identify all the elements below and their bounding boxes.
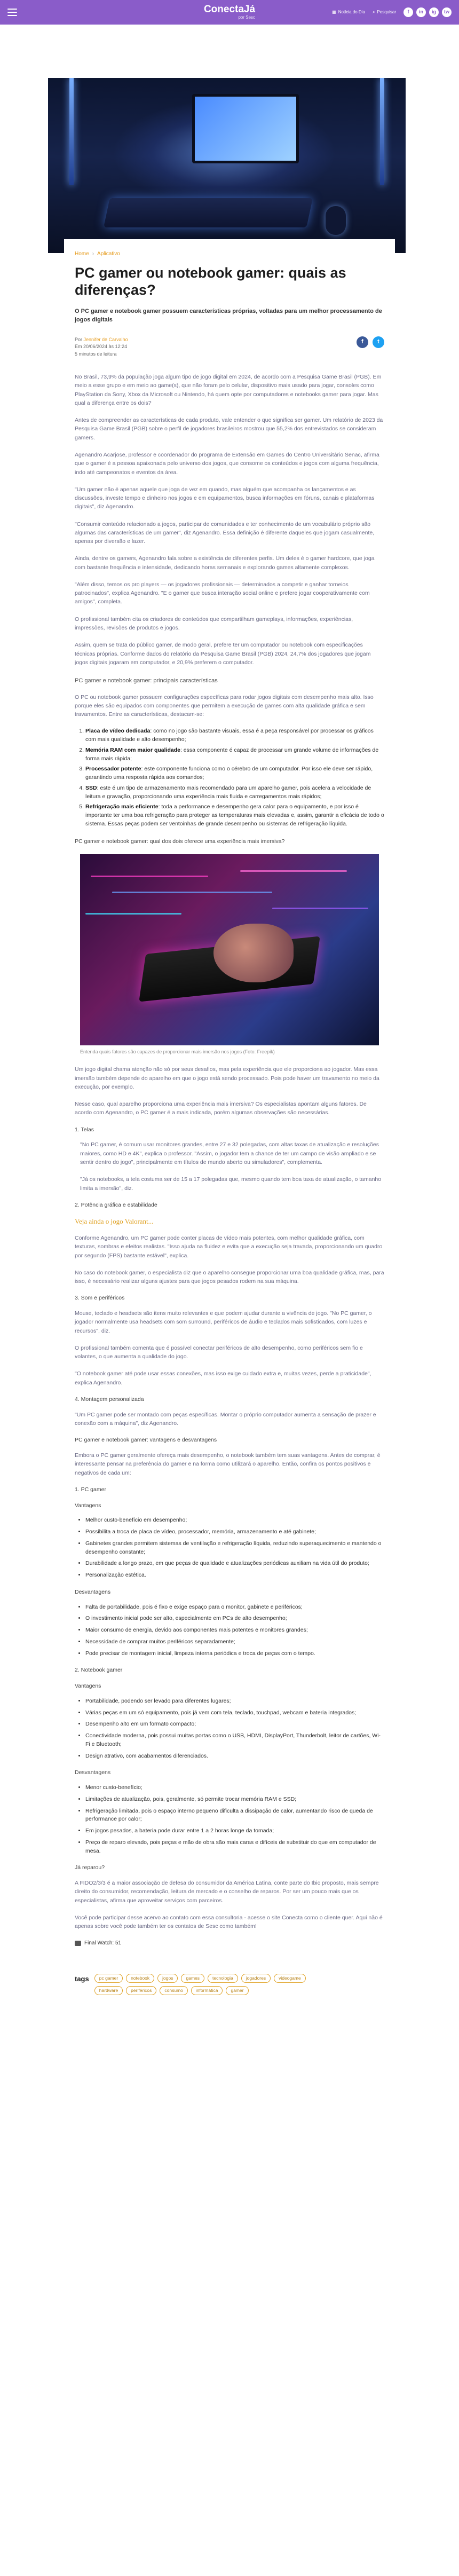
list-item: • Desempenho alto em um formato compacto; (85, 1720, 384, 1729)
media-credit: Final Watch: 51 (75, 1939, 384, 1947)
paragraph: Agenandro Acarjose, professor e coordenador do programa de Extensão em Games do Centro Universitário Senac, afirma que o gamer é a pessoa apaixonada pelo universo dos jogos, que consome os conteúdos e jogos com alguma frequência, indo até campeonatos e eventos da área. (75, 452, 379, 476)
paragraph: Conforme Agenandro, um PC gamer pode conter placas de vídeo mais potentes, com melhor qualidade gráfica, com texturas, sombras e efeitos realistas. "Isso ajuda na fluidez e evita que a execução seja travada, proporcionando um quadro por segundo (FPS) bastante estável", explica. (75, 1235, 383, 1259)
paragraph: No caso do notebook gamer, o especialista diz que o aparelho consegue proporcionar uma boa qualidade gráfica, mas, para isso, é necessário realizar alguns ajustes para que jogos pesados rodem na sua máquina. (75, 1269, 384, 1285)
tags-section (75, 1974, 384, 1995)
paragraph: "No PC gamer, é comum usar monitores grandes, entre 27 e 32 polegadas, com altas taxas de atualização e resoluções maiores, como HD e 4K", explica o professor. "Assim, o jogador tem a chance de ter um campo de visão ampliado e se sentir dentro do jogo", principalmente em títulos de mundo aberto ou simuladores", complementa. (80, 1141, 379, 1165)
paragraph: Você pode participar desse acervo ao contato com essa consultoria - acesse o site Conecta como o cliente quer. Aqui não é apenas sobre você pode também ter os contatos de Sesc como também! (75, 1914, 383, 1930)
tag-chip[interactable]: hardware (94, 1986, 123, 1995)
list-item: • Em jogos pesados, a bateria pode durar entre 1 a 2 horas longe da tomada; (85, 1827, 384, 1836)
numbered-heading: 2. Potência gráfica e estabilidade (75, 1201, 157, 1208)
paragraph: Ainda, dentre os gamers, Agenandro fala sobre a existência de diferentes perfis. Um deles é o gamer hardcore, que joga com bastante frequência e intensidade, dedicando horas semanais e explorando games altamente complexos. (75, 555, 375, 571)
paragraph: Embora o PC gamer geralmente ofereça mais desempenho, o notebook também tem suas vantagens. Antes de comprar, é interessante pensar na preferência do gamer e na forma como utilizará o aparelho. Então, confira os pontos positivos e negativos de cada um: (75, 1452, 381, 1476)
list-item: • Conectividade moderna, pois possui muitas portas como o USB, HDMI, DisplayPort, Thunderbolt, leitor de cartões, Wi-Fi e Bluetooth; (85, 1732, 384, 1749)
list-item: • Várias peças em um só equipamento, pois já vem com tela, teclado, touchpad, webcam e bateria integrados; (85, 1709, 384, 1718)
article-lead: O PC gamer e notebook gamer possuem características próprias, voltadas para um melhor processamento de jogos digitais (75, 308, 382, 323)
page-title: PC gamer ou notebook gamer: quais as diferenças? (75, 265, 346, 298)
nb-cons-list (85, 1784, 384, 1855)
tag-chip[interactable]: informática (191, 1986, 223, 1995)
section-heading: Já reparou? (75, 1864, 105, 1871)
nb-pros-list (85, 1697, 384, 1761)
numbered-heading: 3. Som e periféricos (75, 1295, 125, 1302)
paragraph: "Um PC gamer pode ser montado com peças específicas. Montar o próprio computador aumenta a sensação de prazer e conexão com a máquina", diz Agenandro. (75, 1411, 376, 1427)
paragraph: "Além disso, temos os pro players — os jogadores profissionais — determinados a competir e ganhar torneios patrocinados", explica Agenandro. "E o gamer que busca interação social online e prefere jogar cooperativamente com amigos", completa. (75, 581, 370, 605)
image-caption: Entenda quais fatores são capazes de proporcionar mais imersão nos jogos (Foto: Freepik) (80, 1049, 275, 1054)
paragraph: "Consumir conteúdo relacionado a jogos, participar de comunidades e ter conhecimento de um vocabulário próprio são algumas das características de um gamer", diz Agenandro. Essa definição é diferente daqueles que jogam casualmente, apenas por diversão e lazer. (75, 521, 375, 545)
list-item: • Falta de portabilidade, pois é fixo e exige espaço para o monitor, gabinete e periféricos; (85, 1603, 384, 1612)
paragraph: Antes de compreender as características de cada produto, vale entender o que significa ser gamer. Um relatório de 2023 da Pesquisa Game Brasil (PGB) sobre o perfil de jogadores brasileiros mostrou que 55,2% dos entrevistados se consideram gamers. (75, 417, 383, 441)
section-intro: PC gamer e notebook gamer: qual dos dois oferece uma experiência mais imersiva? (75, 838, 285, 845)
news-icon: ▦ (332, 10, 336, 14)
tag-chip[interactable]: games (181, 1974, 204, 1983)
list-item: 3. Processador potente: este componente funciona como o cérebro de um computador. Por isso ele deve ser rápido, garantindo uma resposta rápida aos comandos; (85, 765, 384, 782)
paragraph: O PC ou notebook gamer possuem configurações específicas para rodar jogos digitais com desempenho mais alto. Isso porque eles são equipados com componentes que permitem a execução de games com alta qualidade gráfica e sem travamentos. Entre as características, destacam-se: (75, 694, 374, 718)
cons-heading: Desvantagens (75, 1588, 111, 1595)
list-item: • Maior consumo de energia, devido aos componentes mais potentes e monitores grandes; (85, 1626, 384, 1635)
spec-list (85, 727, 384, 828)
list-item: • Melhor custo-benefício em desempenho; (85, 1516, 384, 1525)
publish-date: Em 20/06/2024 às 12:24 (75, 344, 128, 350)
tags-label: tags (75, 1975, 89, 1983)
article-body (64, 363, 395, 1995)
search-link[interactable]: ⌕ Pesquisar (372, 10, 396, 14)
paragraph: "Um gamer não é apenas aquele que joga de vez em quando, mas alguém que acompanha os lançamentos e as discussões, investe tempo e dinheiro nos jogos e em equipamentos, busca informações em fóruns, canais e plataformas digitais", diz Agenandro. (75, 486, 375, 510)
related-link[interactable]: Veja ainda o jogo Valorant... (75, 1217, 154, 1225)
twitter-icon[interactable]: tw (442, 7, 452, 17)
list-item: • Preço de reparo elevado, pois peças e mão de obra são mais caras e difíceis de substituir do que em computador de mesa. (85, 1839, 384, 1856)
share-twitter-icon[interactable]: t (373, 336, 384, 348)
paragraph: O profissional também cita os criadores de conteúdos que compartilham gameplays, informações, experiências, impressões, revisões de produtos e jogos. (75, 616, 353, 631)
list-item: 5. Refrigeração mais eficiente: toda a performance e desempenho gera calor para o equipamento, e por isso é importante ter uma boa refrigeração para proteger as temperaturas mais elevadas e, assim, garantir a eficácia de todo o sistema. Essas peças podem ser ventoinhas de grande desempenho ou sistemas de refrigeração líquida. (85, 803, 384, 828)
paragraph: Mouse, teclado e headsets são itens muito relevantes e que podem ajudar durante a vivência de jogo. "No PC gamer, o jogador normalmente usa headsets com som surround, periféricos de áudio e teclados mais sofisticados, com luzes e recursos", diz. (75, 1310, 372, 1334)
linkedin-icon[interactable]: in (416, 7, 426, 17)
tag-chip[interactable]: jogadores (241, 1974, 271, 1983)
list-item: • Gabinetes grandes permitem sistemas de ventilação e refrigeração líquida, reduzindo superaquecimento e mantendo o desempenho constante; (85, 1540, 384, 1557)
list-item: 4. SSD: este é um tipo de armazenamento mais recomendado para um aparelho gamer, pois acelera a velocidade de leitura e gravação, proporcionando uma experiência mais fluida e carregamentos mais rápidos; (85, 784, 384, 801)
article-header (64, 239, 395, 363)
share-facebook-icon[interactable]: f (357, 336, 368, 348)
list-item: • O investimento inicial pode ser alto, especialmente em PCs de alto desempenho; (85, 1614, 384, 1623)
paragraph: A FIDO2/3/3 é a maior associação de defesa do consumidor da América Latina, conte parte do Ibic proposto, mais sempre direito do consumidor, recomendação, leitura de mercado e o conselho de reparos. Por ser um pouco mais que os especialistas, afirma que aproveitar serviços com parceiros. (75, 1880, 379, 1904)
brand-sub: por Sesc (238, 14, 256, 20)
list-item: • Portabilidade, podendo ser levado para diferentes lugares; (85, 1697, 384, 1706)
list-item: 2. Memória RAM com maior qualidade: essa componente é capaz de processar um grande volume de informações de forma mais rápida; (85, 746, 384, 763)
paragraph: No Brasil, 73,9% da população joga algum tipo de jogo digital em 2024, de acordo com a Pesquisa Game Brasil (PGB). Em meio a esse grupo e em meio ao game(s), que não foram pelo celular, dispositivo mais usado para jogar, consoles como PlayStation da Sony, Xbox da Microsoft ou Nintendo, há quem opte por computadores e notebooks gamer para jogar. Mas qual a diferença entre os dois? (75, 374, 382, 406)
list-item: • Pode precisar de montagem inicial, limpeza interna periódica e troca de peças com o tempo. (85, 1650, 384, 1658)
list-item: • Possibilita a troca de placa de vídeo, processador, memória, armazenamento e até gabinete; (85, 1528, 384, 1537)
tag-chip[interactable]: tecnologia (208, 1974, 238, 1983)
list-item: • Design atrativo, com acabamentos diferenciados. (85, 1752, 384, 1761)
cons-heading: Desvantagens (75, 1769, 111, 1776)
list-item: 1. Placa de vídeo dedicada: como no jogo são bastante visuais, essa é a peça responsável por processar os gráficos com mais qualidade e alto desempenho; (85, 727, 384, 744)
list-item: • Refrigeração limitada, pois o espaço interno pequeno dificulta a dissipação de calor, aumentando risco de queda de performance por calor; (85, 1807, 384, 1824)
video-icon (75, 1941, 81, 1946)
author-link[interactable]: Jennifer de Carvalho (83, 336, 128, 342)
brand-logo[interactable] (204, 4, 255, 21)
numbered-heading: 2. Notebook gamer (75, 1667, 123, 1674)
breadcrumb: Home › Aplicativo (75, 251, 120, 257)
facebook-icon[interactable]: f (403, 7, 413, 17)
brand-name: ConectaJá (203, 3, 256, 15)
section-heading: PC gamer e notebook gamer: vantagens e desvantagens (75, 1437, 217, 1444)
read-time: 5 minutos de leitura (75, 351, 117, 357)
list-item: • Menor custo-benefício; (85, 1784, 384, 1792)
paragraph: Assim, quem se trata do público gamer, de modo geral, prefere ter um computador ou notebook com especificações técnicas próprias. Conforme dados do relatório da Pesquisa Game Brasil (PGB) 2024, 24,7% dos jogadores que jogam jogos digitais jogaram em computador, e 20,9% preferem o computador. (75, 642, 371, 666)
paragraph: O profissional também comenta que é possível conectar periféricos de alto desempenho, como periféricos sem fio e volantes, o que aumenta a qualidade do jogo. (75, 1344, 363, 1360)
tag-chip[interactable]: videogame (274, 1974, 306, 1983)
tag-chip[interactable]: gamer (226, 1986, 248, 1995)
tag-chip[interactable]: jogos (157, 1974, 178, 1983)
numbered-heading: 1. PC gamer (75, 1486, 106, 1493)
article-image (80, 854, 379, 1045)
list-item: • Personalização estética. (85, 1571, 384, 1580)
pc-pros-list (85, 1516, 384, 1580)
tag-chip[interactable]: notebook (126, 1974, 154, 1983)
list-item: • Limitações de atualização, pois, geralmente, só permite trocar memória RAM e SSD; (85, 1795, 384, 1804)
instagram-icon[interactable]: ig (429, 7, 439, 17)
paragraph: Nesse caso, qual aparelho proporciona uma experiência mais imersiva? Os especialistas apontam alguns fatores. De acordo com Agenandro, o PC gamer é a mais indicada, porém algumas observações são necessárias. (75, 1101, 367, 1116)
paragraph: "Já os notebooks, a tela costuma ser de 15 a 17 polegadas que, mesmo quando tem boa taxa de atualização, o tamanho limita a imersão", diz. (80, 1176, 382, 1192)
tag-chip[interactable]: periféricos (126, 1986, 156, 1995)
list-item: • Durabilidade a longo prazo, em que peças de qualidade e atualizações periódicas auxiliam na vida útil do produto; (85, 1559, 384, 1568)
hero-image (48, 78, 406, 253)
author-info: Por Jennifer de Carvalho Em 20/06/2024 às 12:24 5 minutos de leitura (75, 336, 128, 358)
tag-chip[interactable]: pc gamer (94, 1974, 123, 1983)
breadcrumb-category[interactable]: Aplicativo (97, 251, 120, 257)
menu-icon[interactable] (7, 9, 17, 16)
tag-chip[interactable]: consumo (160, 1986, 188, 1995)
search-icon: ⌕ (372, 10, 375, 14)
news-link[interactable]: ▦ Notícia do Dia (332, 10, 365, 14)
numbered-heading: 4. Montagem personalizada (75, 1396, 144, 1403)
list-item: • Necessidade de comprar muitos periféricos separadamente; (85, 1638, 384, 1647)
breadcrumb-home[interactable]: Home (75, 251, 89, 257)
pc-cons-list (85, 1603, 384, 1658)
section-heading: PC gamer e notebook gamer: principais características (75, 678, 218, 684)
paragraph: Um jogo digital chama atenção não só por seus desafios, mas pela experiência que ele proporciona ao jogador. Mas essa imersão também depende do aparelho em que o jogo está sendo processado. Pois pode haver um travamento no meio da execução, por exemplo. (75, 1066, 379, 1090)
pros-heading: Vantagens (75, 1502, 101, 1509)
pros-heading: Vantagens (75, 1683, 101, 1690)
top-bar (0, 0, 459, 25)
paragraph: "O notebook gamer até pode usar essas conexões, mas isso exige cuidado extra e, muitas vezes, perde a praticidade", explica Agenandro. (75, 1370, 371, 1386)
numbered-heading: 1. Telas (75, 1126, 94, 1133)
